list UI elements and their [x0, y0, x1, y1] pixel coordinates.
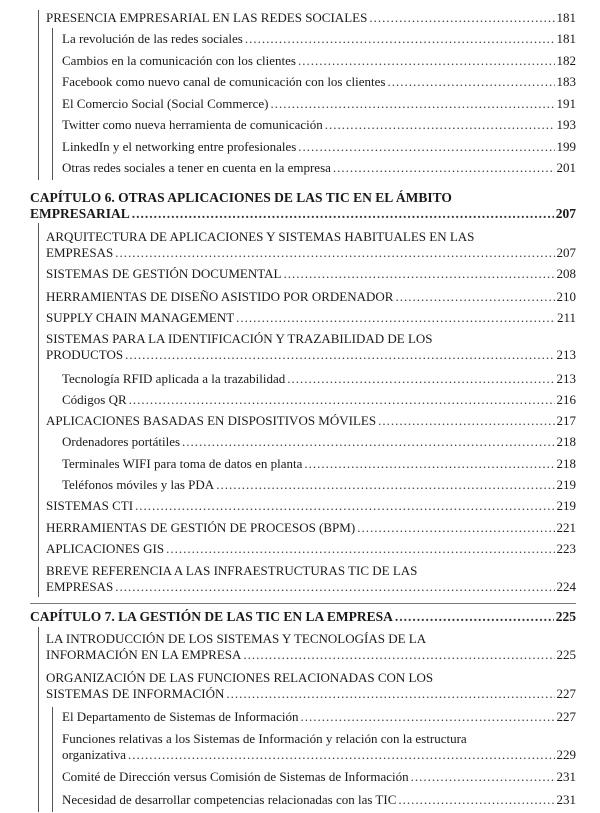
section-entry[interactable]: [46, 331, 576, 363]
entry-title: APLICACIONES BASADAS EN DISPOSITIVOS MÓVILES: [46, 413, 377, 428]
entry-line: [46, 670, 576, 686]
entry-line: [46, 541, 576, 557]
entry-title: SISTEMAS DE INFORMACIÓN: [46, 686, 225, 701]
entry-title: SISTEMAS CTI: [46, 498, 134, 513]
page-number: 219: [556, 498, 576, 513]
entry-title: El Comercio Social (Social Commerce): [62, 96, 269, 111]
entry-title: ARQUITECTURA DE APLICACIONES Y SISTEMAS HABITUALES EN LAS: [46, 229, 475, 244]
subsection-entry[interactable]: [62, 392, 576, 408]
page-number: 223: [556, 541, 576, 556]
page-number: 193: [556, 117, 576, 132]
section-entry[interactable]: [46, 229, 576, 261]
entry-line: [46, 520, 576, 536]
section-entry[interactable]: [46, 10, 576, 26]
dot-leader: [325, 117, 555, 133]
entry-line: [62, 731, 576, 747]
entry-title: SISTEMAS PARA LA IDENTIFICACIÓN Y TRAZABILIDAD DE LOS: [46, 331, 433, 346]
dot-leader: [245, 31, 555, 47]
section-entry[interactable]: [46, 413, 576, 429]
chapter-entry[interactable]: [30, 609, 576, 625]
entry-line: [62, 769, 576, 785]
entry-title: HERRAMIENTAS DE GESTIÓN DE PROCESOS (BPM): [46, 520, 356, 535]
entry-title: PRESENCIA EMPRESARIAL EN LAS REDES SOCIALES: [46, 10, 368, 25]
section-entry[interactable]: [46, 289, 576, 305]
entry-title: Códigos QR: [62, 392, 127, 407]
section-entry[interactable]: [46, 541, 576, 557]
entry-title: INFORMACIÓN EN LA EMPRESA: [46, 647, 242, 662]
dot-leader: [357, 520, 554, 536]
page-number: 199: [556, 139, 576, 154]
entry-title: Comité de Dirección versus Comisión de Sistemas de Información: [62, 769, 409, 784]
page-number: 217: [556, 413, 576, 428]
subsection-entry[interactable]: [62, 477, 576, 493]
dot-leader: [300, 709, 554, 725]
page-number: 231: [556, 792, 576, 807]
entry-title: HERRAMIENTAS DE DISEÑO ASISTIDO POR ORDENADOR: [46, 289, 394, 304]
entry-title: EMPRESARIAL: [30, 206, 130, 221]
dot-leader: [226, 686, 554, 702]
entry-line: [62, 477, 576, 493]
dot-leader: [182, 434, 554, 450]
dot-leader: [378, 413, 554, 429]
dot-leader: [271, 96, 555, 112]
entry-line: [46, 686, 576, 702]
subsection-entry[interactable]: [62, 434, 576, 450]
left-rule-ch7: [38, 627, 39, 812]
sub-rule-ch7: [52, 707, 53, 812]
entry-line: [62, 160, 576, 176]
section-entry[interactable]: [46, 498, 576, 514]
entry-line: [62, 74, 576, 90]
dot-leader: [243, 647, 554, 663]
page-number: 225: [555, 609, 576, 624]
subsection-entry[interactable]: [62, 74, 576, 90]
entry-title: Cambios en la comunicación con los clientes: [62, 53, 296, 68]
entry-title: PRODUCTOS: [46, 347, 124, 362]
entry-title: Funciones relativas a los Sistemas de Información y relación con la estructura: [62, 731, 467, 746]
entry-line: [46, 347, 576, 363]
dot-leader: [125, 347, 554, 363]
page-number: 218: [556, 456, 576, 471]
entry-title: Otras redes sociales a tener en cuenta en la empresa: [62, 160, 331, 175]
section-entry[interactable]: [46, 670, 576, 702]
entry-title: EMPRESAS: [46, 579, 114, 594]
entry-line: [62, 434, 576, 450]
entry-title: Tecnología RFID aplicada a la trazabilidad: [62, 371, 286, 386]
page-number: 183: [556, 74, 576, 89]
entry-line: [30, 609, 576, 625]
page-number: 210: [556, 289, 576, 304]
section-entry[interactable]: [46, 520, 576, 536]
subsection-entry[interactable]: [62, 160, 576, 176]
section-entry[interactable]: [46, 266, 576, 282]
dot-leader: [304, 456, 554, 472]
entry-title: LinkedIn y el networking entre profesionales: [62, 139, 297, 154]
entry-line: [62, 31, 576, 47]
left-rule-ch6: [38, 223, 39, 597]
dot-leader: [398, 792, 554, 808]
subsection-entry[interactable]: [62, 769, 576, 785]
section-entry[interactable]: [46, 563, 576, 595]
entry-line: [46, 245, 576, 261]
page-number: 216: [556, 392, 576, 407]
entry-line: [62, 392, 576, 408]
dot-leader: [298, 53, 555, 69]
page-number: 181: [556, 10, 576, 25]
entry-line: [62, 456, 576, 472]
dot-leader: [395, 609, 554, 625]
entry-title: SUPPLY CHAIN MANAGEMENT: [46, 310, 235, 325]
entry-title: El Departamento de Sistemas de Información: [62, 709, 299, 724]
entry-line: [46, 579, 576, 595]
page-number: 227: [556, 709, 576, 724]
entry-line: [46, 631, 576, 647]
dot-leader: [129, 392, 555, 408]
subsection-entry[interactable]: [62, 53, 576, 69]
subsection-entry[interactable]: [62, 792, 576, 808]
entry-title: BREVE REFERENCIA A LAS INFRAESTRUCTURAS TIC DE LAS: [46, 563, 418, 578]
entry-line: [62, 747, 576, 763]
entry-title: EMPRESAS: [46, 245, 114, 260]
entry-line: [62, 96, 576, 112]
entry-title: Terminales WIFI para toma de datos en planta: [62, 456, 303, 471]
entry-title: Ordenadores portátiles: [62, 434, 181, 449]
subsection-entry[interactable]: [62, 371, 576, 387]
page-number: 218: [556, 434, 576, 449]
entry-line: [46, 10, 576, 26]
dot-leader: [333, 160, 555, 176]
page-number: 221: [556, 520, 576, 535]
left-rule-top: [38, 10, 39, 180]
entry-line: [46, 266, 576, 282]
dot-leader: [369, 10, 554, 26]
page-number: 213: [556, 347, 576, 362]
page-number: 224: [556, 579, 576, 594]
page-number: 213: [556, 371, 576, 386]
dot-leader: [236, 310, 555, 326]
dot-leader: [284, 266, 555, 282]
entry-title: SISTEMAS DE GESTIÓN DOCUMENTAL: [46, 266, 282, 281]
dot-leader: [132, 206, 554, 222]
dot-leader: [298, 139, 554, 155]
entry-title: Necesidad de desarrollar competencias relacionadas con las TIC: [62, 792, 397, 807]
entry-line: [46, 310, 576, 326]
page-number: 181: [556, 31, 576, 46]
entry-line: [30, 190, 576, 206]
subsection-entry[interactable]: [62, 139, 576, 155]
dot-leader: [128, 747, 554, 763]
entry-line: [46, 563, 576, 579]
dot-leader: [135, 498, 554, 514]
entry-line: [46, 413, 576, 429]
page-number: 227: [556, 686, 576, 701]
section-entry[interactable]: [46, 310, 576, 326]
entry-line: [62, 117, 576, 133]
dot-leader: [287, 371, 554, 387]
entry-title: LA INTRODUCCIÓN DE LOS SISTEMAS Y TECNOLOGÍAS DE LA: [46, 631, 427, 646]
entry-line: [46, 647, 576, 663]
entry-title: Teléfonos móviles y las PDA: [62, 477, 215, 492]
page-number: 208: [556, 266, 576, 281]
entry-line: [46, 229, 576, 245]
dot-leader: [411, 769, 555, 785]
page-number: 231: [556, 769, 576, 784]
entry-title: La revolución de las redes sociales: [62, 31, 243, 46]
subsection-entry[interactable]: [62, 117, 576, 133]
dot-leader: [115, 579, 554, 595]
entry-line: [62, 139, 576, 155]
entry-line: [62, 792, 576, 808]
subsection-entry[interactable]: [62, 731, 576, 763]
entry-line: [46, 331, 576, 347]
page-number: 225: [556, 647, 576, 662]
page-number: 207: [555, 206, 576, 221]
page-number: 229: [556, 747, 576, 762]
subsection-entry[interactable]: [62, 709, 576, 725]
page-number: 219: [556, 477, 576, 492]
subsection-entry[interactable]: [62, 96, 576, 112]
entry-title: ORGANIZACIÓN DE LAS FUNCIONES RELACIONADAS CON LOS: [46, 670, 434, 685]
entry-line: [46, 289, 576, 305]
entry-line: [46, 498, 576, 514]
page-number: 201: [556, 160, 576, 175]
page-number: 211: [556, 310, 576, 325]
entry-title: organizativa: [62, 747, 127, 762]
page-number: 191: [556, 96, 576, 111]
entry-title: CAPÍTULO 7. LA GESTIÓN DE LAS TIC EN LA EMPRESA: [30, 609, 393, 624]
entry-line: [62, 371, 576, 387]
entry-line: [30, 206, 576, 222]
entry-title: APLICACIONES GIS: [46, 541, 165, 556]
subsection-entry[interactable]: [62, 456, 576, 472]
entry-title: Twitter como nueva herramienta de comunicación: [62, 117, 323, 132]
page-number: 182: [556, 53, 576, 68]
dot-leader: [115, 245, 554, 261]
page-number: 207: [556, 245, 576, 260]
chapter-entry[interactable]: [30, 190, 576, 222]
sub-rule-top: [52, 28, 53, 180]
entry-title: Facebook como nuevo canal de comunicación con los clientes: [62, 74, 386, 89]
entry-title: CAPÍTULO 6. OTRAS APLICACIONES DE LAS TIC EN EL ÁMBITO: [30, 190, 452, 205]
dot-leader: [395, 289, 554, 305]
dot-leader: [216, 477, 554, 493]
divider-ch7: [30, 603, 576, 604]
entry-line: [62, 709, 576, 725]
dot-leader: [387, 74, 554, 90]
section-entry[interactable]: [46, 631, 576, 663]
subsection-entry[interactable]: [62, 31, 576, 47]
dot-leader: [166, 541, 554, 557]
entry-line: [62, 53, 576, 69]
